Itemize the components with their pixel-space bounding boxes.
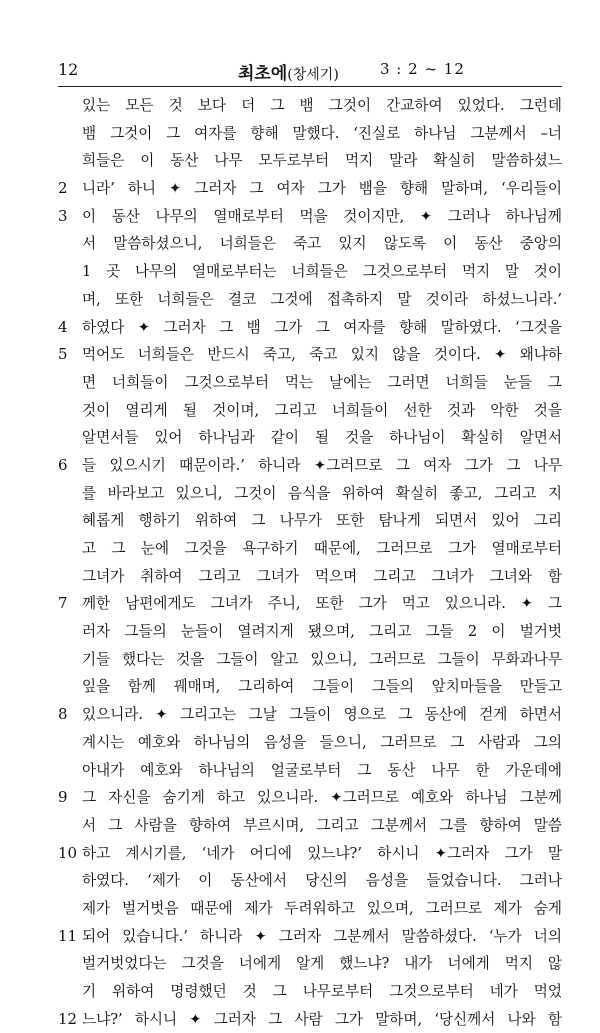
text-line <box>58 1006 562 1033</box>
text-line <box>58 92 562 120</box>
line-text: 들 있으시기 때문이라.’ 하니라 ✦그러므로 그 여자 그가 그 나무 <box>82 456 562 474</box>
text-line <box>58 480 562 508</box>
line-text: 하고 계시기를, ‘네가 어디에 있느냐?’ 하시니 ✦그러자 그가 말 <box>82 844 562 862</box>
text-line <box>58 535 562 563</box>
line-text: 서 그 사람을 향하여 부르시며, 그리고 그분께서 그를 향하여 말씀 <box>82 816 562 834</box>
line-text: 기들 했다는 것을 그들이 알고 있으니, 그러므로 그들이 무화과나무 <box>82 650 562 668</box>
line-text: 그 자신을 숨기게 하고 있으니라. ✦그러므로 예호와 하나님 그분께 <box>82 789 562 807</box>
text-line <box>58 286 562 314</box>
text-line <box>58 784 562 812</box>
line-text: 벌거벗었다는 그것을 너에게 알게 했느냐? 내가 너에게 먹지 않 <box>82 955 562 973</box>
book-title-main: 최초에 <box>238 64 288 84</box>
line-text: 하였다 ✦ 그러자 그 뱀 그가 그 여자를 향해 말하였다. ‘그것을 <box>82 318 562 336</box>
text-line <box>58 978 562 1006</box>
text-line <box>58 230 562 258</box>
text-line <box>58 507 562 535</box>
verse-number: 11 <box>58 926 78 945</box>
text-line <box>58 673 562 701</box>
line-text: 혜롭게 행하기 위하여 그 나무가 또한 탐나게 되면서 있어 그리 <box>82 512 562 530</box>
text-line <box>58 618 562 646</box>
text-line <box>58 120 562 148</box>
page-number: 12 <box>58 60 79 79</box>
line-text: 뱀 그것이 그 여자를 향해 말했다. ‘진실로 하나님 그분께서 –너 <box>82 124 562 142</box>
text-line <box>58 646 562 674</box>
verse-number: 5 <box>58 345 68 364</box>
book-title <box>238 59 339 84</box>
text-line <box>58 590 562 618</box>
text-line <box>58 867 562 895</box>
text-line <box>58 203 562 231</box>
verse-number: 9 <box>58 788 68 807</box>
line-text: 께한 남편에게도 그녀가 주니, 또한 그가 먹고 있으니라. ✦ 그 <box>82 595 562 613</box>
text-line <box>58 175 562 203</box>
text-line <box>58 895 562 923</box>
text-line <box>58 341 562 369</box>
line-text: 러자 그들의 눈들이 열려지게 됐으며, 그리고 그들 2 이 벌거벗 <box>82 623 562 641</box>
text-line <box>58 563 562 591</box>
text-line <box>58 923 562 951</box>
line-text: 있는 모든 것 보다 더 그 뱀 그것이 간교하여 있었다. 그런데 <box>82 97 562 114</box>
header-divider <box>58 86 562 87</box>
line-text: 것이 열리게 될 것이며, 그리고 너희들이 선한 것과 악한 것을 <box>82 401 562 419</box>
line-text: 있으니라. ✦ 그리고는 그날 그들이 영으로 그 동산에 걷게 하면서 <box>82 706 562 724</box>
book-title-sub: (창세기) <box>287 67 339 83</box>
verse-number: 12 <box>58 1009 78 1028</box>
text-line <box>58 950 562 978</box>
text-line <box>58 258 562 286</box>
text-line <box>58 314 562 342</box>
verse-number: 7 <box>58 594 68 613</box>
verse-number: 4 <box>58 317 68 336</box>
line-text: 아내가 예호와 하나님의 얼굴로부터 그 동산 나무 한 가운데에 <box>82 761 562 779</box>
line-text: 그녀가 취하여 그리고 그녀가 먹으며 그리고 그녀가 그녀와 함 <box>82 567 562 585</box>
line-text: 서 말씀하셨으니, 너희들은 죽고 있지 않도록 이 동산 중앙의 <box>82 235 562 253</box>
line-text: 계시는 예호와 하나님의 음성을 들으니, 그러므로 그 사람과 그의 <box>82 733 562 751</box>
text-line <box>58 369 562 397</box>
verse-number: 10 <box>58 843 78 862</box>
text-line <box>58 840 562 868</box>
line-text: 알면서들 있어 하나님과 같이 될 것을 하나님이 확실히 알면서 <box>82 429 562 447</box>
line-text: 면 너희들이 그것으로부터 먹는 날에는 그러면 너희들 눈들 그 <box>82 373 562 391</box>
line-text: 니라’ 하니 ✦ 그러자 그 여자 그가 뱀을 향해 말하며, ‘우리들이 <box>82 180 562 198</box>
text-line <box>58 397 562 425</box>
line-text: 되어 있습니다.’ 하니라 ✦ 그러자 그분께서 말씀하셨다. ‘누가 너의 <box>82 927 562 945</box>
text-line <box>58 452 562 480</box>
scripture-text <box>58 92 562 1033</box>
line-text: 며, 또한 너희들은 결코 그것에 접촉하지 말 것이라 하셨느니라.’ <box>82 290 562 308</box>
chapter-verse-range: 3 : 2 ~ 12 <box>380 60 465 78</box>
line-text: 고 그 눈에 그것을 욕구하기 때문에, 그러므로 그가 열매로부터 <box>82 540 562 557</box>
line-text: 제가 벌거벗음 때문에 제가 두려워하고 있으며, 그러므로 제가 숨게 <box>82 899 562 917</box>
text-line <box>58 757 562 785</box>
text-line <box>58 147 562 175</box>
line-text: 먹어도 너희들은 반드시 죽고, 죽고 있지 않을 것이다. ✦ 왜냐하 <box>82 346 562 364</box>
text-line <box>58 729 562 757</box>
verse-number: 8 <box>58 705 68 724</box>
text-line <box>58 424 562 452</box>
page-header <box>58 60 562 84</box>
verse-number: 2 <box>58 179 68 198</box>
line-text: 희들은 이 동산 나무 모두로부터 먹지 말라 확실히 말씀하셨느 <box>82 152 562 170</box>
text-line <box>58 812 562 840</box>
line-text: 기 위하여 명령했던 것 그 나무로부터 그것으로부터 네가 먹었 <box>82 983 562 1000</box>
text-line <box>58 701 562 729</box>
verse-number: 6 <box>58 455 68 474</box>
verse-number: 3 <box>58 206 68 225</box>
line-text: 1 곳 나무의 열매로부터는 너희들은 그것으로부터 먹지 말 것이 <box>82 263 562 281</box>
line-text: 잎을 함께 꿰매며, 그리하여 그들이 그들의 앞치마들을 만들고 <box>82 678 562 696</box>
line-text: 하였다. ‘제가 이 동산에서 당신의 음성을 들었습니다. 그러나 <box>82 872 562 890</box>
line-text: 를 바라보고 있으니, 그것이 음식을 위하여 확실히 좋고, 그리고 지 <box>82 484 562 502</box>
line-text: 느냐?’ 하시니 ✦ 그러자 그 사람 그가 말하며, ‘당신께서 나와 함 <box>82 1010 562 1028</box>
line-text: 이 동산 나무의 열매로부터 먹을 것이지만, ✦ 그러나 하나님께 <box>82 207 562 225</box>
